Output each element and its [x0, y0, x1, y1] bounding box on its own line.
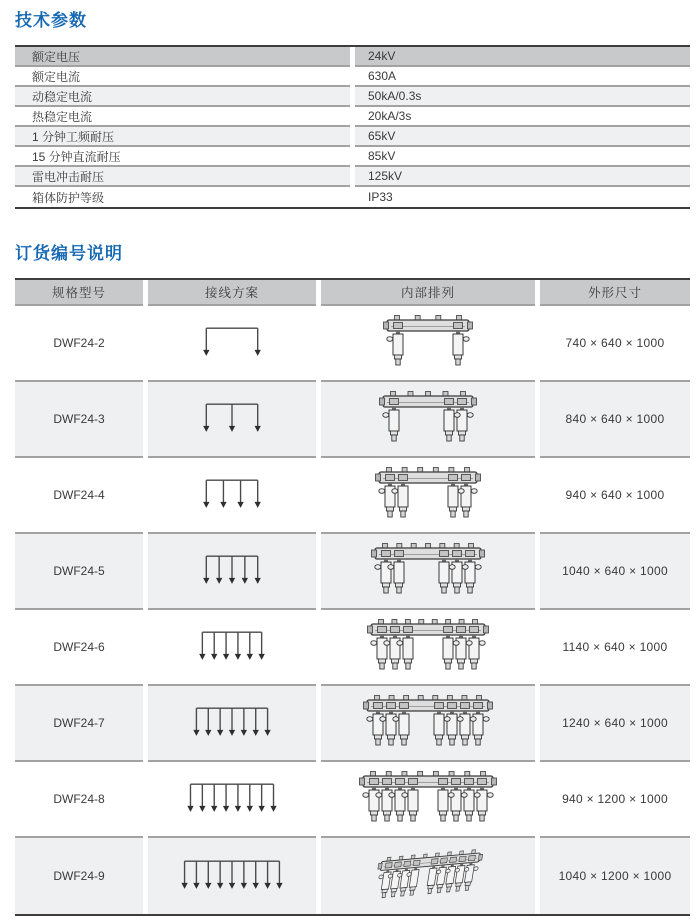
wiring-scheme-diagram [148, 545, 316, 597]
spec-row [15, 67, 690, 87]
internal-arrangement-cell [321, 686, 535, 762]
spec-row [15, 87, 690, 107]
overall-dimensions: 1140 × 640 × 1000 [540, 610, 690, 686]
spec-parameter-value: 50kA/0.3s [355, 87, 690, 107]
overall-dimensions: 1040 × 1200 × 1000 [540, 838, 690, 914]
order-row [15, 306, 690, 382]
spec-parameter-value: 630A [355, 67, 690, 87]
wiring-scheme-diagram [148, 469, 316, 521]
order-row [15, 838, 690, 914]
wiring-scheme-cell [148, 458, 316, 534]
wiring-scheme-cell [148, 534, 316, 610]
spec-parameter-label: 动稳定电流 [15, 87, 350, 107]
internal-arrangement-cell [321, 306, 535, 382]
spec-parameter-value: 65kV [355, 127, 690, 147]
order-row [15, 762, 690, 838]
wiring-scheme-cell [148, 306, 316, 382]
column-header-model: 规格型号 [15, 280, 143, 306]
overall-dimensions: 940 × 1200 × 1000 [540, 762, 690, 838]
order-row [15, 686, 690, 762]
section-title-ordering-codes: 订货编号说明 [15, 244, 123, 263]
wiring-scheme-cell [148, 838, 316, 914]
ordering-table [15, 278, 690, 916]
internal-arrangement-diagram [322, 540, 534, 602]
spec-parameter-value: 125kV [355, 167, 690, 187]
internal-arrangement-diagram [322, 768, 534, 830]
wiring-scheme-cell [148, 382, 316, 458]
wiring-scheme-diagram [148, 393, 316, 445]
internal-arrangement-cell [321, 534, 535, 610]
spec-parameter-value: 20kA/3s [355, 107, 690, 127]
model-number: DWF24-4 [15, 458, 143, 534]
spec-row [15, 147, 690, 167]
spec-parameter-value: 85kV [355, 147, 690, 167]
spec-row [15, 107, 690, 127]
tech-params-table [15, 45, 690, 209]
spec-parameter-label: 箱体防护等级 [15, 187, 350, 207]
model-number: DWF24-6 [15, 610, 143, 686]
column-header-overall-dimensions: 外形尺寸 [540, 280, 690, 306]
spec-parameter-value: 24kV [355, 47, 690, 67]
overall-dimensions: 840 × 640 × 1000 [540, 382, 690, 458]
wiring-scheme-diagram [148, 317, 316, 369]
internal-arrangement-cell [321, 458, 535, 534]
spec-parameter-value: IP33 [355, 187, 690, 207]
overall-dimensions: 1040 × 640 × 1000 [540, 534, 690, 610]
internal-arrangement-diagram [322, 388, 534, 450]
order-row [15, 382, 690, 458]
overall-dimensions: 740 × 640 × 1000 [540, 306, 690, 382]
wiring-scheme-cell [148, 686, 316, 762]
spec-row [15, 187, 690, 207]
wiring-scheme-cell [148, 762, 316, 838]
spec-parameter-label: 额定电压 [15, 47, 350, 67]
spec-row [15, 167, 690, 187]
model-number: DWF24-5 [15, 534, 143, 610]
spec-parameter-label: 雷电冲击耐压 [15, 167, 350, 187]
overall-dimensions: 940 × 640 × 1000 [540, 458, 690, 534]
internal-arrangement-diagram [322, 692, 534, 754]
spec-parameter-label: 1 分钟工频耐压 [15, 127, 350, 147]
wiring-scheme-diagram [148, 773, 316, 825]
model-number: DWF24-9 [15, 838, 143, 914]
model-number: DWF24-8 [15, 762, 143, 838]
internal-arrangement-cell [321, 838, 535, 914]
spec-parameter-label: 热稳定电流 [15, 107, 350, 127]
wiring-scheme-diagram [148, 850, 316, 902]
model-number: DWF24-2 [15, 306, 143, 382]
order-row [15, 458, 690, 534]
spec-parameter-label: 15 分钟直流耐压 [15, 147, 350, 167]
section-title-technical-parameters: 技术参数 [15, 11, 87, 30]
spec-row [15, 127, 690, 147]
internal-arrangement-diagram [322, 464, 534, 526]
wiring-scheme-diagram [148, 621, 316, 673]
wiring-scheme-diagram [148, 697, 316, 749]
internal-arrangement-cell [321, 382, 535, 458]
model-number: DWF24-7 [15, 686, 143, 762]
spec-row [15, 47, 690, 67]
internal-arrangement-cell [321, 610, 535, 686]
internal-arrangement-diagram [322, 845, 534, 907]
ordering-table-header-row [15, 280, 690, 306]
wiring-scheme-cell [148, 610, 316, 686]
overall-dimensions: 1240 × 640 × 1000 [540, 686, 690, 762]
internal-arrangement-cell [321, 762, 535, 838]
model-number: DWF24-3 [15, 382, 143, 458]
column-header-wiring-scheme: 接线方案 [148, 280, 316, 306]
internal-arrangement-diagram [322, 312, 534, 374]
order-row [15, 610, 690, 686]
column-header-internal-arrangement: 内部排列 [321, 280, 535, 306]
order-row [15, 534, 690, 610]
spec-parameter-label: 额定电流 [15, 67, 350, 87]
internal-arrangement-diagram [322, 616, 534, 678]
